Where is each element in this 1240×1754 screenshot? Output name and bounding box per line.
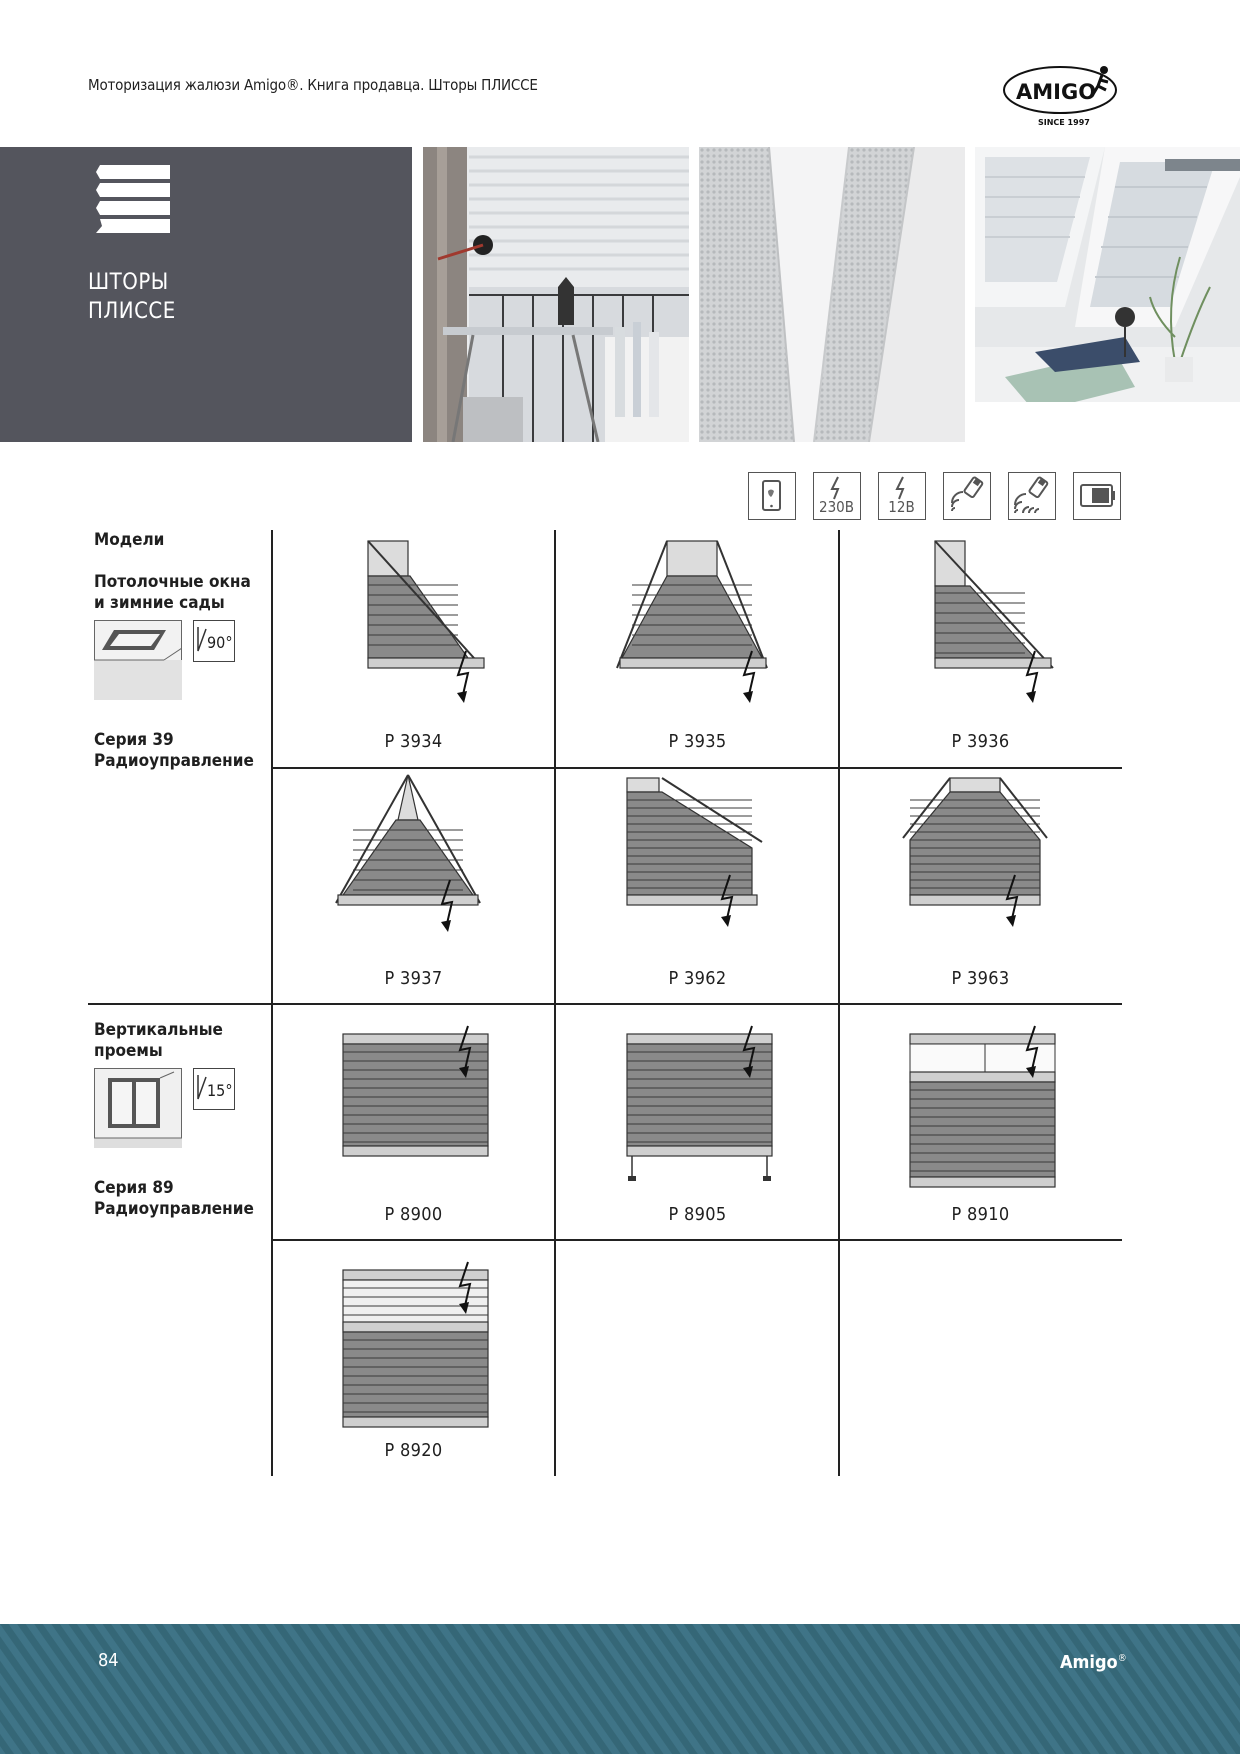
model-cell <box>272 768 555 1004</box>
model-cell <box>272 1240 555 1476</box>
photo-office-pleated-blind <box>423 147 689 442</box>
model-cell <box>272 531 555 767</box>
radio-remote-advanced-icon <box>1008 472 1056 520</box>
model-diagram <box>885 770 1075 960</box>
category-banner <box>0 147 412 442</box>
page-footer <box>0 1624 1240 1754</box>
section-ceiling-title: Потолочные окна и зимние сады <box>94 572 251 613</box>
footer-brand <box>1060 1652 1127 1673</box>
document-header: Моторизация жалюзи Amigo®. Книга продавца. Шторы ПЛИССЕ <box>88 76 538 94</box>
vertical-window-pictogram <box>94 1068 182 1148</box>
footer-brand-mark: ® <box>1117 1653 1127 1664</box>
angle-90-label: 90° <box>207 633 233 652</box>
angle-15-badge <box>193 1068 235 1110</box>
model-diagram <box>318 1006 508 1196</box>
model-cell <box>839 1004 1122 1240</box>
model-cell <box>272 1004 555 1240</box>
smartphone-control-icon <box>748 472 796 520</box>
model-code: P 3934 <box>384 731 443 752</box>
model-cell <box>556 1004 839 1240</box>
photo-roof-windows-bedroom <box>975 147 1240 442</box>
ceiling-window-pictogram <box>94 620 182 700</box>
radio-remote-icon <box>943 472 991 520</box>
power-230v-icon <box>813 472 861 520</box>
model-code: P 8920 <box>384 1440 443 1461</box>
model-diagram <box>885 1006 1075 1196</box>
section-vertical-title: Вертикальные проемы <box>94 1020 223 1061</box>
model-cell <box>839 531 1122 767</box>
banner-title: ШТОРЫ ПЛИССЕ <box>88 270 176 324</box>
page-number: 84 <box>98 1650 119 1671</box>
model-diagram <box>318 533 508 723</box>
series-39-title: Серия 39 Радиоуправление <box>94 730 254 771</box>
power-230v-label: 230В <box>818 498 854 516</box>
model-code: P 8900 <box>384 1204 443 1225</box>
angle-15-label: 15° <box>207 1081 233 1100</box>
series-89-title: Серия 89 Радиоуправление <box>94 1178 254 1219</box>
model-diagram <box>885 533 1075 723</box>
model-cell <box>839 768 1122 1004</box>
model-code: P 3937 <box>384 968 443 989</box>
model-code: P 8905 <box>668 1204 727 1225</box>
model-code: P 3935 <box>668 731 727 752</box>
model-cell <box>556 531 839 767</box>
footer-brand-text: Amigo <box>1060 1652 1118 1673</box>
model-code: P 3936 <box>951 731 1010 752</box>
logo-text: AMIGO <box>1016 80 1097 104</box>
model-diagram <box>318 770 508 960</box>
model-diagram <box>602 1006 792 1196</box>
photo-pleated-fabric-closeup <box>699 147 965 442</box>
pleated-shade-icon <box>96 165 172 237</box>
model-diagram <box>602 533 792 723</box>
power-12v-label: 12В <box>888 498 915 516</box>
model-code: P 8910 <box>951 1204 1010 1225</box>
models-heading: Модели <box>94 530 165 550</box>
model-cell <box>556 768 839 1004</box>
battery-icon <box>1073 472 1121 520</box>
model-diagram <box>602 770 792 960</box>
logo-since: SINCE 1997 <box>1038 118 1090 127</box>
model-code: P 3962 <box>668 968 727 989</box>
model-diagram <box>318 1242 508 1432</box>
model-code: P 3963 <box>951 968 1010 989</box>
amigo-logo <box>1002 60 1124 128</box>
power-12v-icon <box>878 472 926 520</box>
angle-90-badge <box>193 620 235 662</box>
